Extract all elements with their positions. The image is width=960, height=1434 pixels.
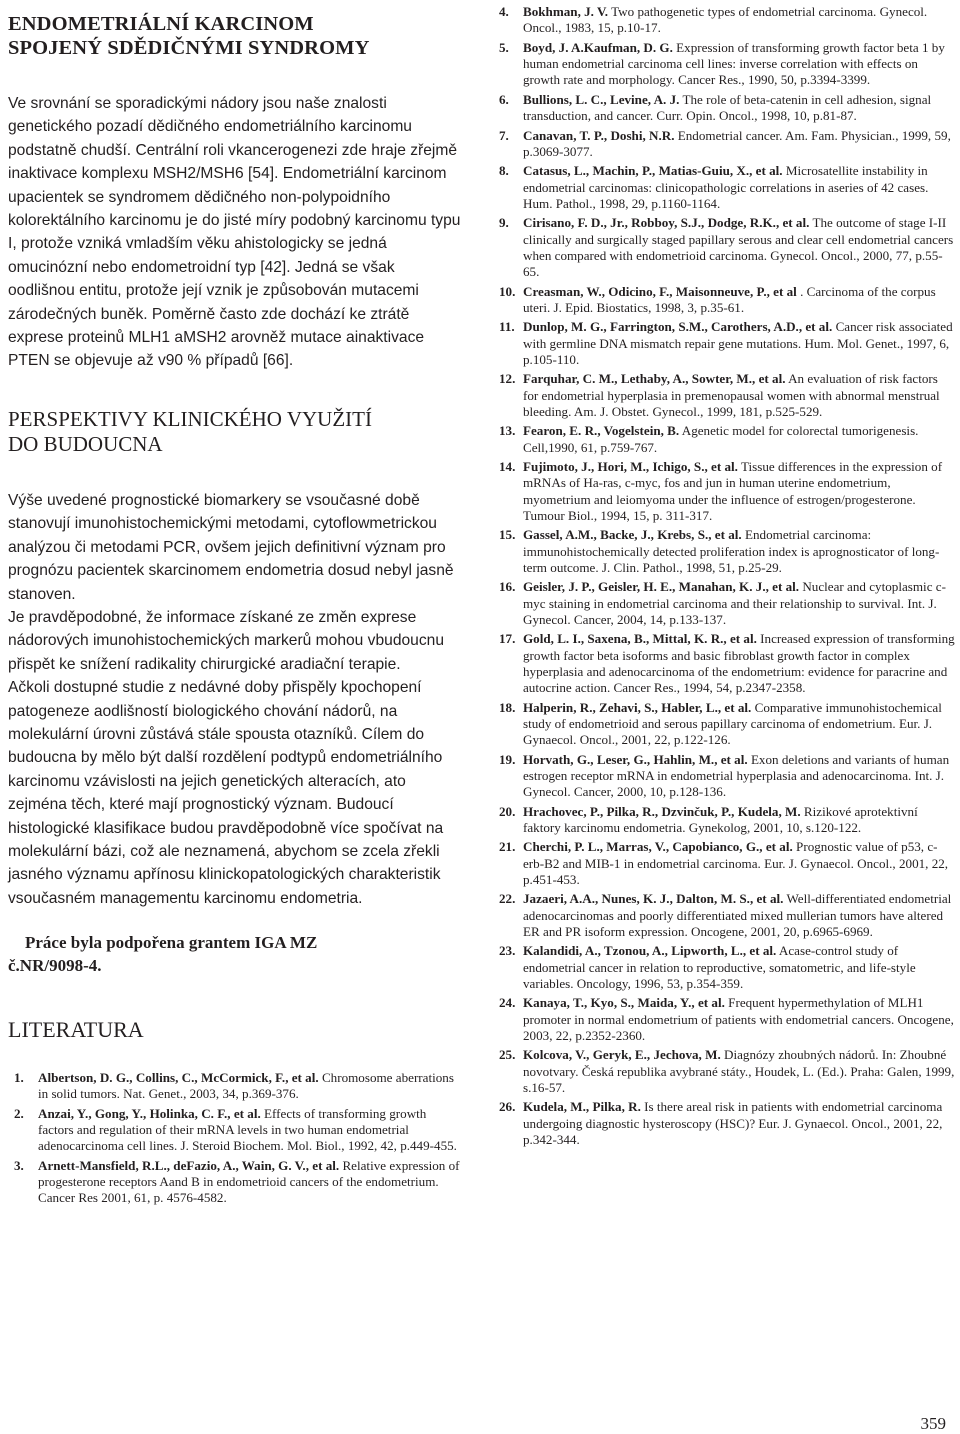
reference-authors: Boyd, J. A.Kaufman, D. G. <box>523 39 673 55</box>
reference-item <box>493 579 955 628</box>
reference-number: 17. <box>499 631 516 647</box>
reference-item <box>493 40 955 89</box>
reference-text: The role of beta-catenin in cell adhesion, signal transduction, and cancer. Curr. Opin. Oncol., 1998, 10, p.81-87. <box>523 91 932 123</box>
paragraph-hereditary <box>8 92 463 373</box>
ack-line: Práce byla podpořena grantem IGA MZ <box>25 933 318 953</box>
reference-item <box>493 631 955 696</box>
reference-item <box>493 319 955 368</box>
title-line: PERSPEKTIVY KLINICKÉHO VYUŽITÍ <box>8 406 372 431</box>
reference-authors: Hrachovec, P., Pilka, R., Dzvinčuk, P., Kudela, M. <box>523 803 801 819</box>
reference-authors: Bokhman, J. V. <box>523 4 609 19</box>
reference-number: 21. <box>499 839 516 855</box>
reference-text: Chromosome aberrations in solid tumors. Nat. Genet., 2003, 34, p.369-376. <box>38 1070 454 1102</box>
reference-authors: Bullions, L. C., Levine, A. J. <box>523 91 680 107</box>
acknowledgement <box>8 932 463 977</box>
reference-number: 5. <box>499 39 509 55</box>
reference-text: Nuclear and cytoplasmic c-myc staining in endometrial carcinoma and their relationship to survival. Int. J. Gynecol. Cancer, 2004, 14, p.133-137. <box>523 579 946 627</box>
reference-authors: Kudela, M., Pilka, R. <box>523 1099 641 1115</box>
reference-number: 20. <box>499 803 516 819</box>
reference-text: Relative expression of progesterone receptors Aand B in endometrioid cancers of the endometrium. Cancer Res 2001, 61, p. 4576-4582. <box>38 1157 460 1206</box>
literatura-title: LITERATURA <box>8 1017 144 1043</box>
reference-authors: Catasus, L., Machin, P., Matias-Guiu, X., et al. <box>523 163 783 179</box>
reference-item <box>493 371 955 420</box>
paragraph: Ačkoli dostupné studie z nedávné doby přispěly kpochopení patogeneze aodlišností biologického chování nádorů, na molekulární úrovni zůstává stále spousta otazníků. Cílem do budoucna by mělo být další rozdělení podtypů endometriálního karcinomu vzávislosti na jejich genetických alteracích, ato zejména těch, které mají prognostický význam. Budoucí histologické klasifikace budou pravděpodobně více spočívat na molekulární bázi, což ale neznamená, abychom se zcela zřekli jasného významu apřínosu klinickopatologických charakteristik vsoučasném managementu karcinomu endometria. <box>8 679 444 907</box>
reference-text: Agenetic model for colorectal tumorigenesis. Cell,1990, 61, p.759-767. <box>523 423 919 455</box>
reference-number: 14. <box>499 459 516 475</box>
reference-item <box>493 284 955 316</box>
title-line: ENDOMETRIÁLNÍ KARCINOM <box>8 13 314 35</box>
reference-item <box>493 527 955 576</box>
reference-authors: Cherchi, P. L., Marras, V., Capobianco, G., et al. <box>523 839 793 855</box>
reference-authors: Arnett-Mansfield, R.L., deFazio, A., Wain, G. V., et al. <box>38 1157 340 1173</box>
reference-item <box>493 128 955 160</box>
reference-authors: Cirisano, F. D., Jr., Robboy, S.J., Dodge, R.K., et al. <box>523 215 810 231</box>
reference-authors: Farquhar, C. M., Lethaby, A., Sowter, M., et al. <box>523 371 786 387</box>
reference-number: 13. <box>499 423 516 439</box>
reference-text: Cancer risk associated with germline DNA mismatch repair gene mutations. Hum. Mol. Genet., 1997, 6, p.105-110. <box>523 319 953 367</box>
reference-number: 25. <box>499 1047 516 1063</box>
reference-authors: Fujimoto, J., Hori, M., Ichigo, S., et al. <box>523 459 738 475</box>
reference-text: Prognostic value of p53, c-erb-B2 and MIB-1 in endometrial carcinoma. Eur. J. Gynaecol. Oncol., 2001, 22, p.451-453. <box>523 839 949 887</box>
reference-text: Tissue differences in the expression of mRNAs of Ha-ras, c-myc, fos and jun in human uterine endometrium, myometrium and leiomyoma under the influence of estrogen/progesterone. Tumour Biol., 1994, 15, p. 311-317. <box>523 459 943 523</box>
reference-number: 16. <box>499 579 516 595</box>
reference-text: Is there areal risk in patients with endometrial carcinoma undergoing diagnostic hysteroscopy (HSC)? Eur. J. Gynaecol. Oncol., 2001, 22, p.342-344. <box>523 1099 943 1147</box>
reference-item <box>8 1158 463 1207</box>
reference-number: 23. <box>499 943 516 959</box>
reference-number: 15. <box>499 527 516 543</box>
reference-authors: Kanaya, T., Kyo, S., Maida, Y., et al. <box>523 995 725 1011</box>
reference-number: 2. <box>14 1105 24 1121</box>
reference-number: 8. <box>499 163 509 179</box>
reference-authors: Canavan, T. P., Doshi, N.R. <box>523 127 675 143</box>
perspectives-text <box>8 489 463 910</box>
reference-text: The outcome of stage I-II clinically and surgically staged papillary serous and clear cell endometrial cancers when compared with endometrioid carcinoma. Gynecol. Oncol., 2000, 77, p.55-65. <box>523 215 954 279</box>
reference-item <box>493 804 955 836</box>
ack-line: č.NR/9098-4. <box>8 955 102 975</box>
reference-authors: Geisler, J. P., Geisler, H. E., Manahan, K. J., et al. <box>523 579 800 595</box>
reference-item <box>8 1106 463 1155</box>
reference-text: Two pathogenetic types of endometrial carcinoma. Gynecol. Oncol., 1983, 15, p.10-17. <box>523 4 928 36</box>
reference-text: An evaluation of risk factors for endometrial hyperplasia in premenopausal women with abnormal menstrual bleeding. Am. J. Obstet. Gynecol., 1999, 181, p.525-529. <box>523 371 940 419</box>
section-title-hereditary <box>8 12 463 60</box>
reference-text: Endometrial carcinoma: immunohistochemically detected proliferation index is aprognosticator of long-term outcome. J. Clin. Pathol., 1998, 51, p.25-29. <box>523 527 940 575</box>
paragraph: Ve srovnání se sporadickými nádory jsou naše znalosti genetického pozadí dědičného endometriálního karcinomu podstatně chudší. Centrální roli vkancerogenezi zde hraje zřejmě inaktivace komplexu MSH2/MSH6 [54]. Endometriální karcinom upacientek se syndromem dědičného non-polypoidního kolorektálního karcinomu je do jisté míry podobný karcinomu typu I, protože vzniká vmladším věku ahistologicky se jedná omucinózní nebo endometroidní typ [42]. Jedná se však oodlišnou entitu, protože její vznik je způsobován mutacemi zárodečných buněk. Poměrně často zde dochází ke ztrátě exprese proteinů MLH1 aMSH2 arovněž mutace ainaktivace PTEN se objevuje až v90 % případů [66]. <box>8 95 461 370</box>
reference-number: 4. <box>499 4 509 19</box>
reference-item <box>493 92 955 124</box>
reference-number: 26. <box>499 1099 516 1115</box>
reference-number: 11. <box>499 319 515 335</box>
reference-authors: Fearon, E. R., Vogelstein, B. <box>523 423 680 439</box>
reference-authors: Anzai, Y., Gong, Y., Holinka, C. F., et al. <box>38 1105 261 1121</box>
reference-text: Endometrial cancer. Am. Fam. Physician., 1999, 59, p.3069-3077. <box>523 127 951 159</box>
reference-item <box>493 891 955 940</box>
reference-item <box>493 839 955 888</box>
reference-authors: Halperin, R., Zehavi, S., Habler, L., et al. <box>523 699 752 715</box>
paragraph: Je pravděpodobné, že informace získané ze změn exprese nádorových imunohistochemických markerů mohou vbudoucnu přispět ke snížení radikality chirurgické aradiační terapie. <box>8 608 444 673</box>
reference-item <box>8 1070 463 1102</box>
section-title-perspectives <box>8 407 463 457</box>
page-number: 359 <box>920 1414 946 1433</box>
title-line: SPOJENÝ SDĚDIČNÝMI SYNDROMY <box>8 37 370 59</box>
reference-text: Expression of transforming growth factor beta 1 by human endometrial carcinoma cell lines: inverse correlation with effects on growth rate and morphology. Cancer Res., 1990, 50, p.3394-3399. <box>523 39 945 88</box>
reference-number: 3. <box>14 1157 24 1173</box>
reference-authors: Kolcova, V., Geryk, E., Jechova, M. <box>523 1047 721 1063</box>
reference-authors: Jazaeri, A.A., Nunes, K. J., Dalton, M. S., et al. <box>523 891 784 907</box>
right-column <box>493 4 955 1151</box>
reference-text: Well-differentiated endometrial adenocarcinomas and poorly differentiated mixed mullerian tumors have altered ER and PR isoform expression. Oncogene, 2001, 20, p.6965-6969. <box>523 891 952 939</box>
reference-text: Frequent hypermethylation of MLH1 promoter in normal endometrium of patients with endometrial cancers. Oncogene, 2003, 22, p.2352-2360. <box>523 995 954 1043</box>
reference-item <box>493 1099 955 1148</box>
reference-text: Diagnózy zhoubných nádorů. In: Zhoubné novotvary. Česká republika avybrané státy., Houdek, L. (Ed.). Praha: Galen, 1999, s.16-57. <box>523 1047 955 1095</box>
reference-authors: Creasman, W., Odicino, F., Maisonneuve, P., et al <box>523 283 797 299</box>
reference-item <box>493 163 955 212</box>
reference-number: 24. <box>499 995 516 1011</box>
reference-text: Rizikové aprotektivní faktory karcinomu endometria. Gynekolog, 2001, 10, s.120-122. <box>523 803 918 835</box>
reference-authors: Kalandidi, A., Tzonou, A., Lipworth, L., et al. <box>523 943 777 959</box>
reference-number: 6. <box>499 91 509 107</box>
references-left <box>8 1070 463 1206</box>
reference-item <box>493 1047 955 1096</box>
reference-number: 22. <box>499 891 516 907</box>
reference-item <box>493 700 955 749</box>
reference-text: Microsatellite instability in endometrial carcinomas: clinicopathologic correlations in aseries of 42 cases. Hum. Pathol., 1998, 29, p.1160-1164. <box>523 163 929 211</box>
reference-authors: Horvath, G., Leser, G., Hahlin, M., et al. <box>523 751 748 767</box>
reference-authors: Gassel, A.M., Backe, J., Krebs, S., et al. <box>523 527 742 543</box>
reference-number: 9. <box>499 215 509 231</box>
reference-authors: Albertson, D. G., Collins, C., McCormick, F., et al. <box>38 1070 319 1086</box>
reference-number: 1. <box>14 1070 24 1086</box>
reference-number: 19. <box>499 751 516 767</box>
reference-text: Acase-control study of endometrial cancer in relation to reproductive, somatometric, and life-style variables. Oncology, 1996, 53, p.354-359. <box>523 943 916 991</box>
reference-text: Effects of transforming growth factors and regulation of their mRNA levels in two human endometrial adenocarcinoma cell lines. J. Steroid Biochem. Mol. Biol., 1992, 42, p.449-455. <box>38 1105 457 1154</box>
title-line: DO BUDOUCNA <box>8 431 163 456</box>
reference-item <box>493 423 955 455</box>
references-right <box>493 4 955 1148</box>
reference-authors: Gold, L. I., Saxena, B., Mittal, K. R., et al. <box>523 631 757 647</box>
reference-text: Exon deletions and variants of human estrogen receptor mRNA in endometrial hyperplasia and adenocarcinoma. Int. J. Gynecol. Cancer, 2000, 10, p.128-136. <box>523 751 950 799</box>
reference-number: 7. <box>499 127 509 143</box>
reference-item <box>493 995 955 1044</box>
reference-number: 10. <box>499 283 516 299</box>
reference-authors: Dunlop, M. G., Farrington, S.M., Carothers, A.D., et al. <box>523 319 833 335</box>
reference-text: Comparative immunohistochemical study of endometrioid and serous papillary carcinoma of endometrium. Eur. J. Gynaecol. Oncol., 2001, 22, p.122-126. <box>523 699 942 747</box>
reference-text: . Carcinoma of the corpus uteri. J. Epid. Biostatics, 1998, 3, p.35-61. <box>523 283 936 315</box>
reference-item <box>493 4 955 36</box>
reference-item <box>493 215 955 280</box>
paragraph: Výše uvedené prognostické biomarkery se vsoučasné době stanovují imunohistochemickými metodami, cytoflowmetrickou analýzou či metodami PCR, ovšem jejich definitivní význam pro prognózu pacientek skarcinomem endometria dosud nebyl jasně stanoven. <box>8 491 454 603</box>
reference-item <box>493 943 955 992</box>
reference-number: 12. <box>499 371 516 387</box>
reference-text: Increased expression of transforming growth factor beta isoforms and basic fibroblast growth factor in complex hyperplasia and adenocarcinoma of the endometrium: evidence for paracrine and autocrine action. Cancer Res., 1994, 54, p.2347-2358. <box>523 631 955 695</box>
reference-item <box>493 459 955 524</box>
left-column <box>8 12 463 1210</box>
reference-number: 18. <box>499 699 516 715</box>
reference-item <box>493 752 955 801</box>
